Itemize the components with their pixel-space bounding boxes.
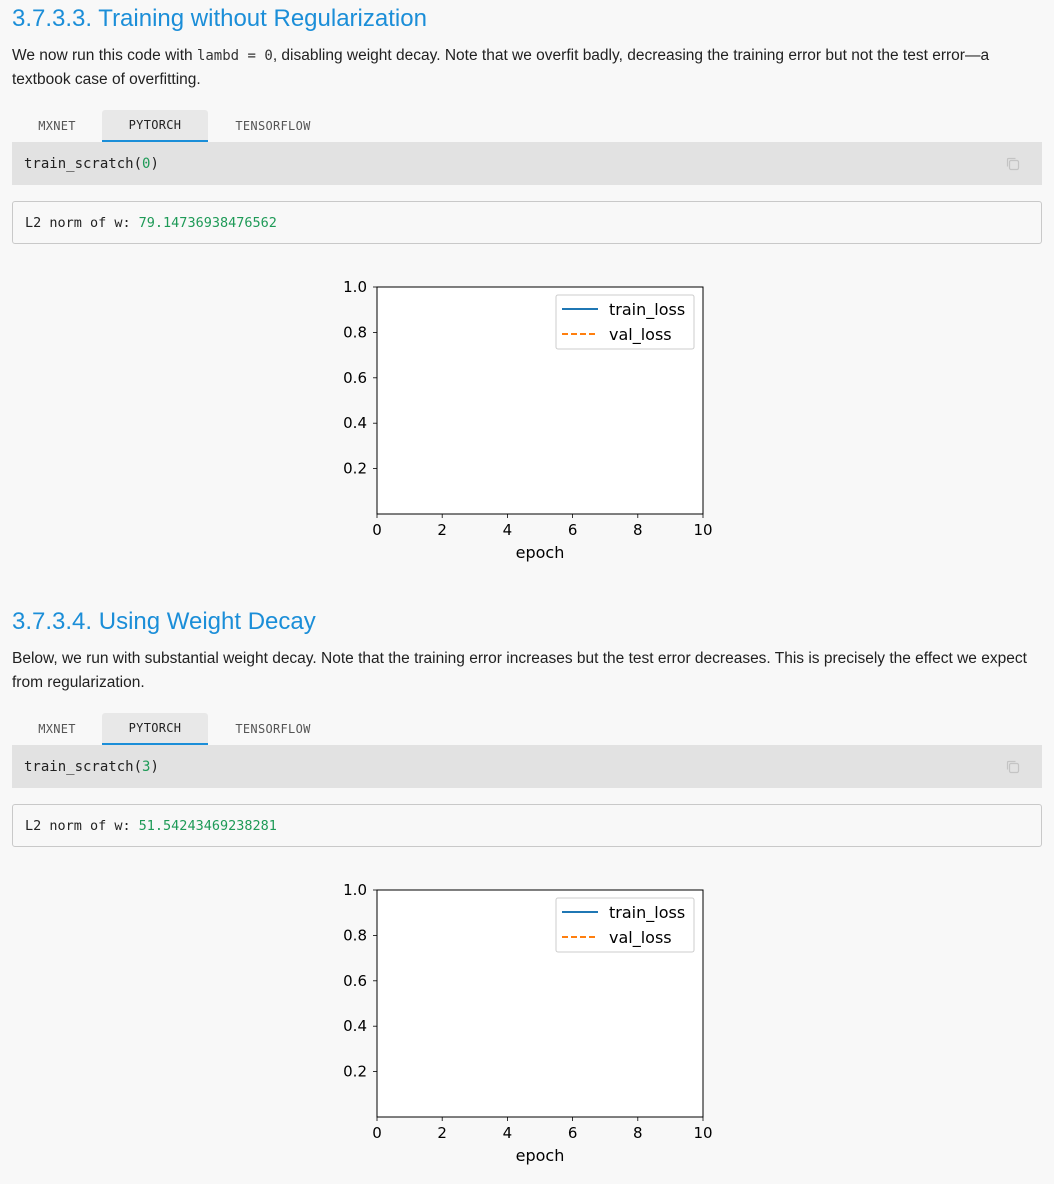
code-argument: 0: [142, 155, 151, 172]
legend-label: train_loss: [609, 903, 686, 922]
loss-chart: [330, 879, 730, 1179]
tab-tensorflow[interactable]: TENSORFLOW: [235, 722, 311, 736]
tab-mxnet[interactable]: MXNET: [38, 119, 76, 133]
output-label: L2 norm of w:: [25, 817, 131, 834]
loss-plot-1: [330, 276, 730, 581]
section-training-without-regularization: [12, 4, 1042, 92]
x-tick-label: 4: [502, 521, 513, 539]
desc-text-before: Below, we run with substantial weight decay. Note that the training error increases but the test error decreases. This is precisely the effect we expect from regularization.: [12, 650, 1027, 691]
code-function: train_scratch(: [24, 758, 143, 775]
output-block: [12, 201, 1042, 244]
section-description: [12, 647, 1042, 695]
x-tick-label: 2: [437, 1124, 447, 1142]
x-tick-label: 6: [567, 521, 578, 539]
tab-pytorch[interactable]: PYTORCH: [102, 713, 208, 745]
code-argument: 3: [142, 758, 151, 775]
y-tick-label: 0.8: [343, 323, 367, 342]
y-tick-label: 0.2: [343, 1062, 367, 1081]
x-tick-label: 4: [502, 1124, 513, 1142]
x-tick-label: 6: [567, 1124, 578, 1142]
tab-tensorflow[interactable]: TENSORFLOW: [235, 119, 311, 133]
desc-text-after: , disabling weight decay. Note that we overfit badly, decreasing the training error but not the test error—a textbook case of overfitting.: [12, 47, 990, 88]
x-tick-label: 10: [693, 521, 713, 539]
y-tick-label: 0.6: [343, 971, 367, 990]
x-tick-label: 10: [693, 1124, 713, 1142]
section-description: [12, 44, 1042, 92]
x-axis-label: epoch: [515, 543, 565, 562]
y-tick-label: 0.4: [343, 414, 367, 433]
output-label: L2 norm of w:: [25, 214, 131, 231]
x-axis-label: epoch: [515, 1146, 565, 1165]
x-tick-label: 2: [437, 521, 447, 539]
code-close-paren: ): [150, 155, 159, 172]
tab-mxnet[interactable]: MXNET: [38, 722, 76, 736]
output-cell: [12, 201, 1042, 244]
x-tick-label: 8: [633, 1124, 643, 1142]
output-value: 51.54243469238281: [138, 817, 277, 834]
y-tick-label: 0.4: [343, 1017, 367, 1036]
output-value: 79.14736938476562: [138, 214, 277, 231]
x-tick-label: 0: [372, 1124, 382, 1142]
x-tick-label: 0: [372, 521, 382, 539]
copy-icon[interactable]: [1004, 758, 1022, 776]
section-title: 3.7.3.4. Using Weight Decay: [12, 608, 316, 635]
loss-plot-2: [330, 879, 730, 1184]
code-function: train_scratch(: [24, 155, 143, 172]
y-tick-label: 0.2: [343, 459, 367, 478]
y-tick-label: 0.6: [343, 368, 367, 387]
desc-inline-code: lambd = 0: [196, 48, 273, 64]
code-block[interactable]: [12, 745, 1042, 788]
legend-label: val_loss: [609, 928, 672, 947]
legend-label: val_loss: [609, 325, 672, 344]
y-tick-label: 1.0: [343, 881, 367, 899]
framework-tabs: [12, 713, 1042, 745]
tab-pytorch[interactable]: PYTORCH: [102, 110, 208, 142]
y-tick-label: 1.0: [343, 278, 367, 296]
legend-label: train_loss: [609, 300, 686, 319]
output-cell: [12, 804, 1042, 847]
code-cell: [12, 142, 1042, 185]
output-block: [12, 804, 1042, 847]
code-close-paren: ): [150, 758, 159, 775]
code-cell: [12, 745, 1042, 788]
x-tick-label: 8: [633, 521, 643, 539]
copy-icon[interactable]: [1004, 155, 1022, 173]
y-tick-label: 0.8: [343, 926, 367, 945]
code-block[interactable]: [12, 142, 1042, 185]
section-title: 3.7.3.3. Training without Regularization: [12, 5, 427, 32]
loss-chart: [330, 276, 730, 576]
desc-text-before: We now run this code with: [12, 47, 197, 64]
section-using-weight-decay: [12, 607, 1042, 695]
framework-tabs: [12, 110, 1042, 142]
